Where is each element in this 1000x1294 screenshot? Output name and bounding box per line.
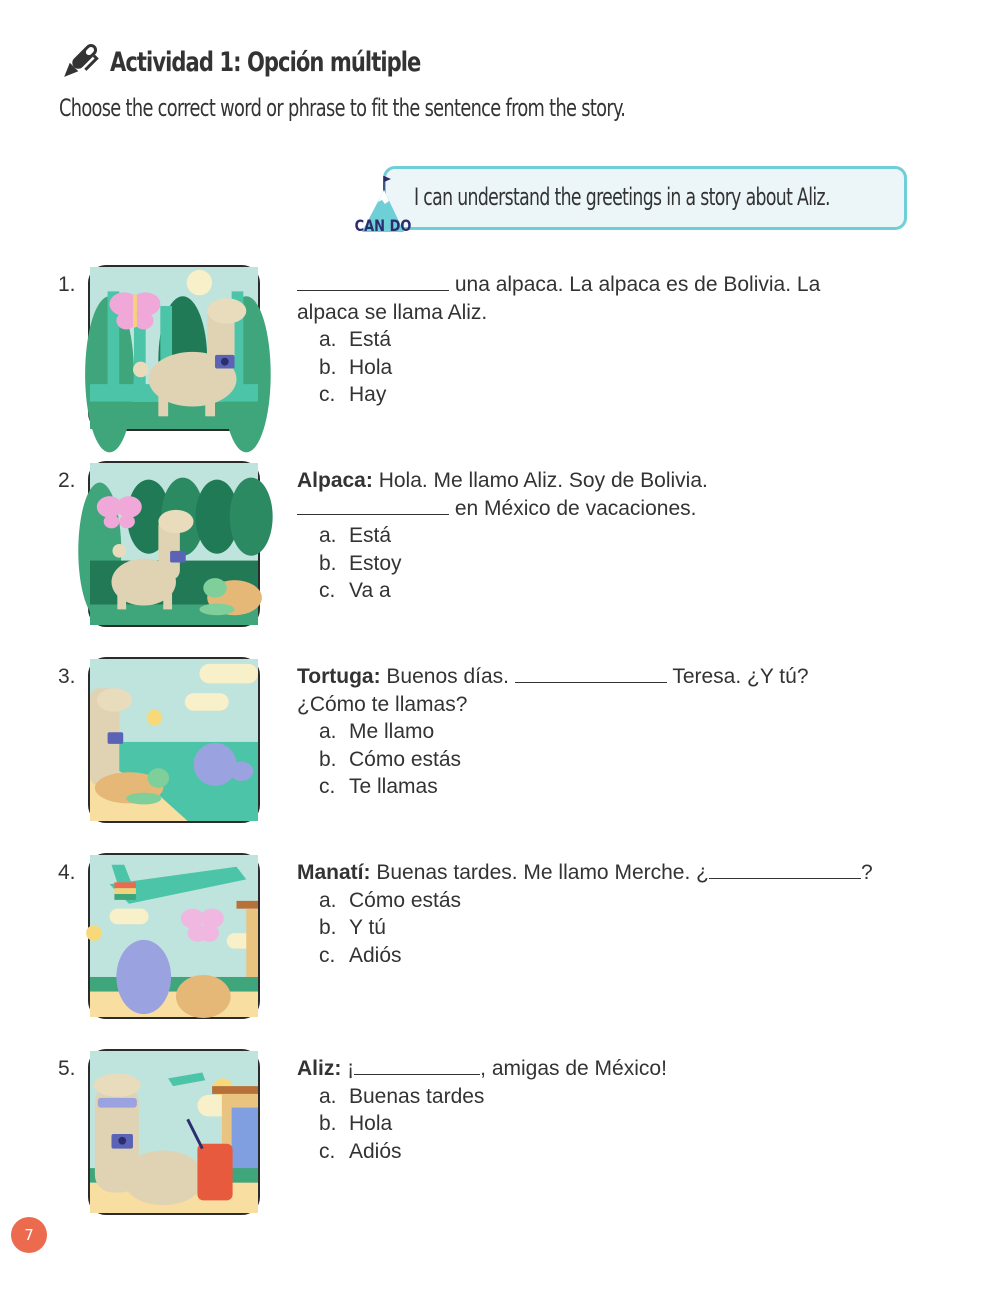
answer-blank[interactable]	[354, 1055, 480, 1075]
speaker-label: Alpaca:	[297, 469, 373, 492]
page-title: Actividad 1: Opción múltiple	[110, 46, 421, 78]
answer-blank[interactable]	[515, 663, 667, 683]
option-b[interactable]: b. Cómo estás	[319, 747, 462, 771]
option-b[interactable]: b. Y tú	[319, 916, 386, 939]
answer-blank[interactable]	[297, 271, 449, 291]
illustration-alpaca-forest	[88, 461, 260, 627]
can-do-statement: I can understand the greetings in a story about Aliz.	[414, 183, 830, 211]
answer-blank[interactable]	[297, 495, 449, 515]
illustration-alpaca-airport	[88, 1049, 260, 1215]
activity-header	[58, 40, 508, 84]
option-c[interactable]: c. Adiós	[319, 943, 402, 967]
options-list	[297, 1083, 877, 1166]
option-a[interactable]: a. Cómo estás	[319, 888, 462, 912]
question-4	[0, 853, 1000, 1033]
question-number: 2.	[58, 469, 76, 492]
options-list	[297, 522, 877, 605]
option-a[interactable]: a. Me llamo	[319, 720, 435, 743]
question-number: 5.	[58, 1057, 76, 1080]
illustration-airplane-departure	[88, 853, 260, 1019]
question-2	[0, 461, 1000, 641]
question-1	[0, 265, 1000, 445]
option-a[interactable]: a. Buenas tardes	[319, 1084, 485, 1108]
option-b[interactable]: b. Estoy	[319, 551, 402, 575]
question-3	[0, 657, 1000, 837]
option-a[interactable]: a. Está	[319, 524, 392, 547]
instructions: Choose the correct word or phrase to fit the sentence from the story.	[59, 94, 626, 122]
page-number-badge: 7	[11, 1217, 47, 1253]
option-b[interactable]: b. Hola	[319, 355, 393, 379]
question-text: Alpaca: Hola. Me llamo Aliz. Soy de Bolivia. en México de vacaciones. a. Está b. Estoy c. Va a	[297, 467, 877, 605]
illustration-sea-scene	[88, 657, 260, 823]
pencil-icon	[58, 41, 100, 83]
option-c[interactable]: c. Hay	[319, 383, 387, 406]
answer-blank[interactable]	[709, 859, 861, 879]
option-a[interactable]: a. Está	[319, 328, 392, 351]
speaker-label: Tortuga:	[297, 665, 381, 688]
speaker-label: Manatí:	[297, 861, 371, 884]
question-number: 1.	[58, 273, 76, 296]
question-text: Aliz: ¡ , amigas de México! a. Buenas tardes b. Hola c. Adiós	[297, 1055, 877, 1165]
can-do-badge-label: CAN DO	[354, 217, 412, 236]
option-c[interactable]: c. Te llamas	[319, 775, 438, 798]
question-number: 3.	[58, 665, 76, 688]
option-c[interactable]: c. Va a	[319, 579, 391, 602]
speaker-label: Aliz:	[297, 1057, 342, 1080]
options-list	[297, 887, 877, 970]
question-text: Manatí: Buenas tardes. Me llamo Merche. ¿ ? a. Cómo estás b. Y tú c. Adiós	[297, 859, 877, 969]
options-list	[297, 718, 877, 801]
option-b[interactable]: b. Hola	[319, 1112, 393, 1135]
options-list	[297, 326, 877, 409]
illustration-alpaca-garden	[88, 265, 260, 431]
mountain-flag-icon	[354, 172, 412, 236]
question-text: Tortuga: Buenos días. Teresa. ¿Y tú? ¿Cómo te llamas? a. Me llamo b. Cómo estás c. Te llamas	[297, 663, 877, 801]
question-5	[0, 1049, 1000, 1229]
option-c[interactable]: c. Adiós	[319, 1139, 402, 1163]
question-text: una alpaca. La alpaca es de Bolivia. La alpaca se llama Aliz. a. Está b. Hola c. Hay	[297, 271, 877, 409]
question-number: 4.	[58, 861, 76, 884]
